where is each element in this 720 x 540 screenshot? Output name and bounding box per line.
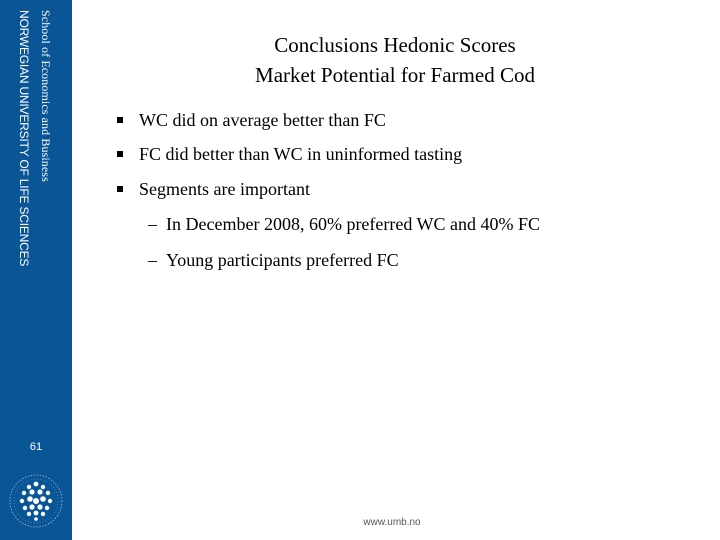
bullet-text: FC did better than WC in uninformed tasting — [139, 144, 463, 164]
sub-bullet-item — [148, 250, 399, 271]
bullet-text: WC did on average better than FC — [139, 110, 386, 130]
bullet-text: Segments are important — [139, 179, 310, 199]
dash-marker: – — [148, 214, 157, 234]
bullet-item — [117, 179, 310, 200]
footer-url: www.umb.no — [363, 517, 421, 528]
title-line-2: Market Potential for Farmed Cod — [255, 63, 535, 87]
university-name: NORWEGIAN UNIVERSITY OF LIFE SCIENCES — [17, 10, 31, 267]
sidebar — [0, 0, 72, 540]
university-seal-icon — [0, 462, 72, 540]
slide-title — [200, 30, 590, 90]
sub-bullet-text: Young participants preferred FC — [166, 250, 399, 270]
page-number: 61 — [29, 441, 43, 453]
title-line-1: Conclusions Hedonic Scores — [274, 33, 516, 57]
sub-bullet-item — [148, 214, 540, 235]
bullet-item — [117, 110, 386, 131]
school-name: School of Economics and Business — [39, 10, 53, 182]
square-bullet-icon — [117, 151, 123, 157]
sub-bullet-text: In December 2008, 60% preferred WC and 40% FC — [166, 214, 541, 234]
square-bullet-icon — [117, 186, 123, 192]
bullet-item — [117, 144, 462, 165]
square-bullet-icon — [117, 117, 123, 123]
dash-marker: – — [148, 250, 157, 270]
